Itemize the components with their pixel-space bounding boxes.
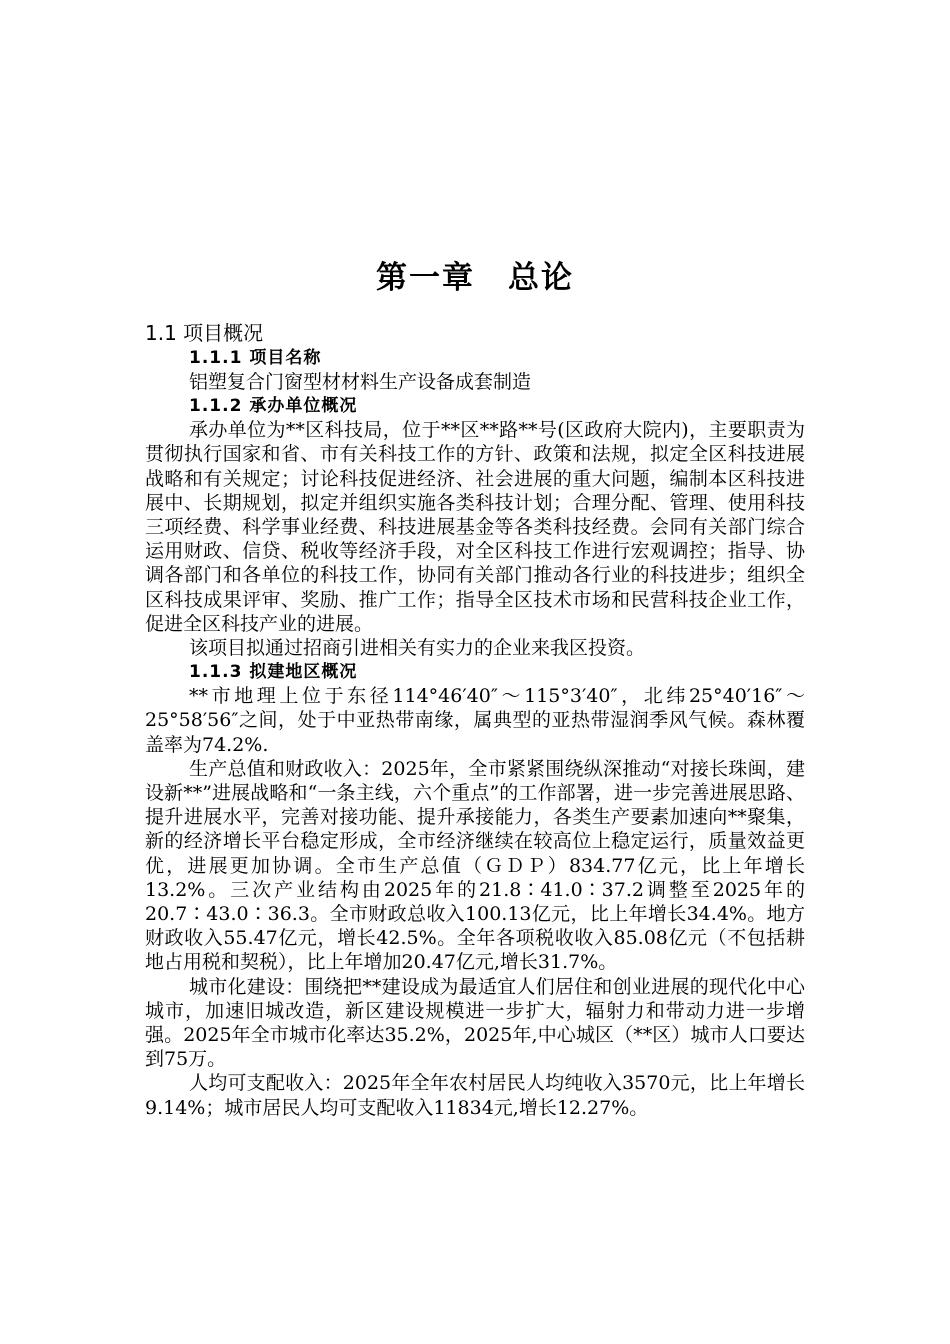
section-heading-1-1: 1.1 项目概况 (145, 321, 264, 345)
document-body (145, 320, 805, 1120)
section-heading-1-1-3: 1.1.3 拟建地区概况 (189, 662, 358, 683)
section-heading-1-1-1: 1.1.1 项目名称 (189, 348, 322, 368)
chapter-title: 第一章 总论 (376, 260, 574, 296)
geography-paragraph: **市地理上位于东径114°46′40″～115°3′40″，北纬25°40′16″～25°58′56″之间，处于中亚热带南缘，属典型的亚热带湿润季风气候。森林覆盖率为74.2%. (145, 685, 805, 756)
urbanization-paragraph: 城市化建设：围绕把**建设成为最适宜人们居住和创业进展的现代化中心城市，加速旧城改造，新区建设规模进一步扩大，辐射力和带动力进一步增强。2025年全市城市化率达35.2%，2025年,中心城区（**区）城市人口要达到75万。 (145, 975, 805, 1071)
income-paragraph: 人均可支配收入：2025年全年农村居民人均纯收入3570元，比上年增长9.14%；城市居民人均可支配收入11834元,增长12.27%。 (145, 1072, 805, 1119)
gdp-paragraph: 生产总值和财政收入：2025年，全市紧紧围绕纵深推动“对接长珠闽，建设新**”进展战略和“一条主线，六个重点”的工作部署，进一步完善进展思路、提升进展水平，完善对接功能、提升承接能力，各类生产要素加速向**聚集，新的经济增长平台稳定形成，全市经济继续在较高位上稳定运行，质量效益更优，进展更加协调。全市生产总值（ＧＤＰ）834.77亿元，比上年增长13.2%。三次产业结构由2025年的21.8∶41.0∶37.2调整至2025年的20.7∶43.0∶36.3。全市财政总收入100.13亿元，比上年增长34.4%。地方财政收入55.47亿元，增长42.5%。全年各项税收收入85.08亿元（不包括耕地占用税和契税），比上年增加20.47亿元,增长31.7%。 (145, 757, 805, 974)
investment-paragraph: 该项目拟通过招商引进相关有实力的企业来我区投资。 (189, 637, 646, 660)
section-heading-1-1-2: 1.1.2 承办单位概况 (189, 396, 358, 417)
project-name-text: 铝塑复合门窗型材材料生产设备成套制造 (189, 371, 532, 393)
host-unit-paragraph: 承办单位为**区科技局，位于**区**路**号(区政府大院内)，主要职责为贯彻执行国家和省、市有关科技工作的方针、政策和法规，拟定全区科技进展战略和有关规定；讨论科技促进经济、社会进展的重大问题，编制本区科技进展中、长期规划，拟定并组织实施各类科技计划；合理分配、管理、使用科技三项经费、科学事业经费、科技进展基金等各类科技经费。会同有关部门综合运用财政、信贷、税收等经济手段，对全区科技工作进行宏观调控；指导、协调各部门和各单位的科技工作，协同有关部门推动各行业的科技进步；组织全区科技成果评审、奖励、推广工作；指导全区技术市场和民营科技企业工作，促进全区科技产业的进展。 (145, 419, 805, 635)
